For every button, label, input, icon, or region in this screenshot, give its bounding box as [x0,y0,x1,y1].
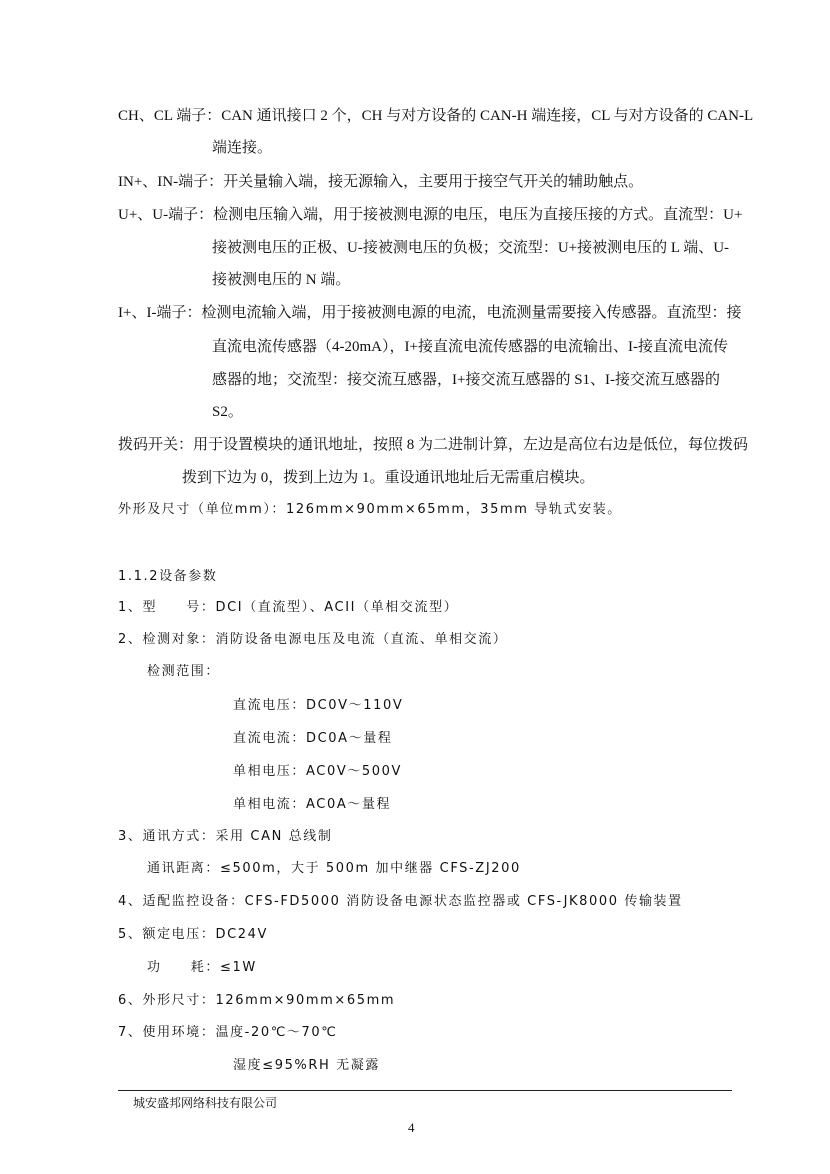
param-dc-voltage: 直流电压：DC0V～110V [233,698,404,713]
in-terminal-line1: IN+、IN-端子：开关量输入端，接无源输入，主要用于接空气开关的辅助触点。 [118,174,644,190]
i-terminal-line2: 直流电流传感器（4-20mA），I+接直流电流传感器的电流输出、I-接直流电流传 [212,339,728,355]
page-number: 4 [408,1120,415,1135]
dip-switch-line2: 拨到下边为 0，拨到上边为 1。重设通讯地址后无需重启模块。 [182,470,595,486]
i-terminal-line4: S2。 [212,404,243,420]
section-heading: 1.1.2设备参数 [118,569,218,584]
param-object: 2、检测对象：消防设备电源电压及电流（直流、单相交流） [118,632,508,647]
outline-size-line: 外形及尺寸（单位mm）：126mm×90mm×65mm，35mm 导轨式安装。 [118,502,622,517]
u-terminal-line3: 接被测电压的 N 端。 [212,272,351,288]
u-terminal-line2: 接被测电压的正极、U-接被测电压的负极；交流型：U+接被测电压的 L 端、U- [212,240,730,256]
ch-cl-terminal-line1: CH、CL 端子：CAN 通讯接口 2 个，CH 与对方设备的 CAN-H 端连接，CL 与对方设备的 CAN-L [118,108,754,124]
param-rated-voltage: 5、额定电压：DC24V [118,927,268,942]
param-power: 功 耗：≤1W [147,960,257,975]
footer-company-name: 城安盛邦网络科技有限公司 [133,1096,278,1110]
param-monitor: 4、适配监控设备：CFS-FD5000 消防设备电源状态监控器或 CFS-JK8000 传输装置 [118,894,683,909]
u-terminal-line1: U+、U-端子：检测电压输入端，用于接被测电源的电压，电压为直接压接的方式。直流型：U+ [118,207,743,223]
param-model: 1、型 号：DCI（直流型）、ACII（单相交流型） [118,600,459,615]
i-terminal-line3: 感器的地；交流型：接交流互感器，I+接交流互感器的 S1、I-接交流互感器的 [212,372,721,388]
param-comm-distance: 通讯距离：≤500m，大于 500m 加中继器 CFS-ZJ200 [147,861,521,876]
dip-switch-line1: 拨码开关：用于设置模块的通讯地址，按照 8 为二进制计算，左边是高位右边是低位，每位拨码 [118,437,749,453]
param-env-humidity: 湿度≤95%RH 无凝露 [233,1058,380,1073]
param-env-temp: 7、使用环境：温度-20℃～70℃ [118,1025,338,1040]
ch-cl-terminal-line2: 端连接。 [212,140,273,156]
i-terminal-line1: I+、I-端子：检测电流输入端，用于接被测电源的电流，电流测量需要接入传感器。直流型：接 [118,305,742,321]
footer-divider [118,1090,732,1091]
param-ac-current: 单相电流：AC0A～量程 [233,797,392,812]
param-ac-voltage: 单相电压：AC0V～500V [233,764,403,779]
param-dc-current: 直流电流：DC0A～量程 [233,731,393,746]
param-comm: 3、通讯方式：采用 CAN 总线制 [118,829,333,844]
param-dimensions: 6、外形尺寸：126mm×90mm×65mm [118,993,396,1008]
param-range-label: 检测范围： [147,664,221,679]
